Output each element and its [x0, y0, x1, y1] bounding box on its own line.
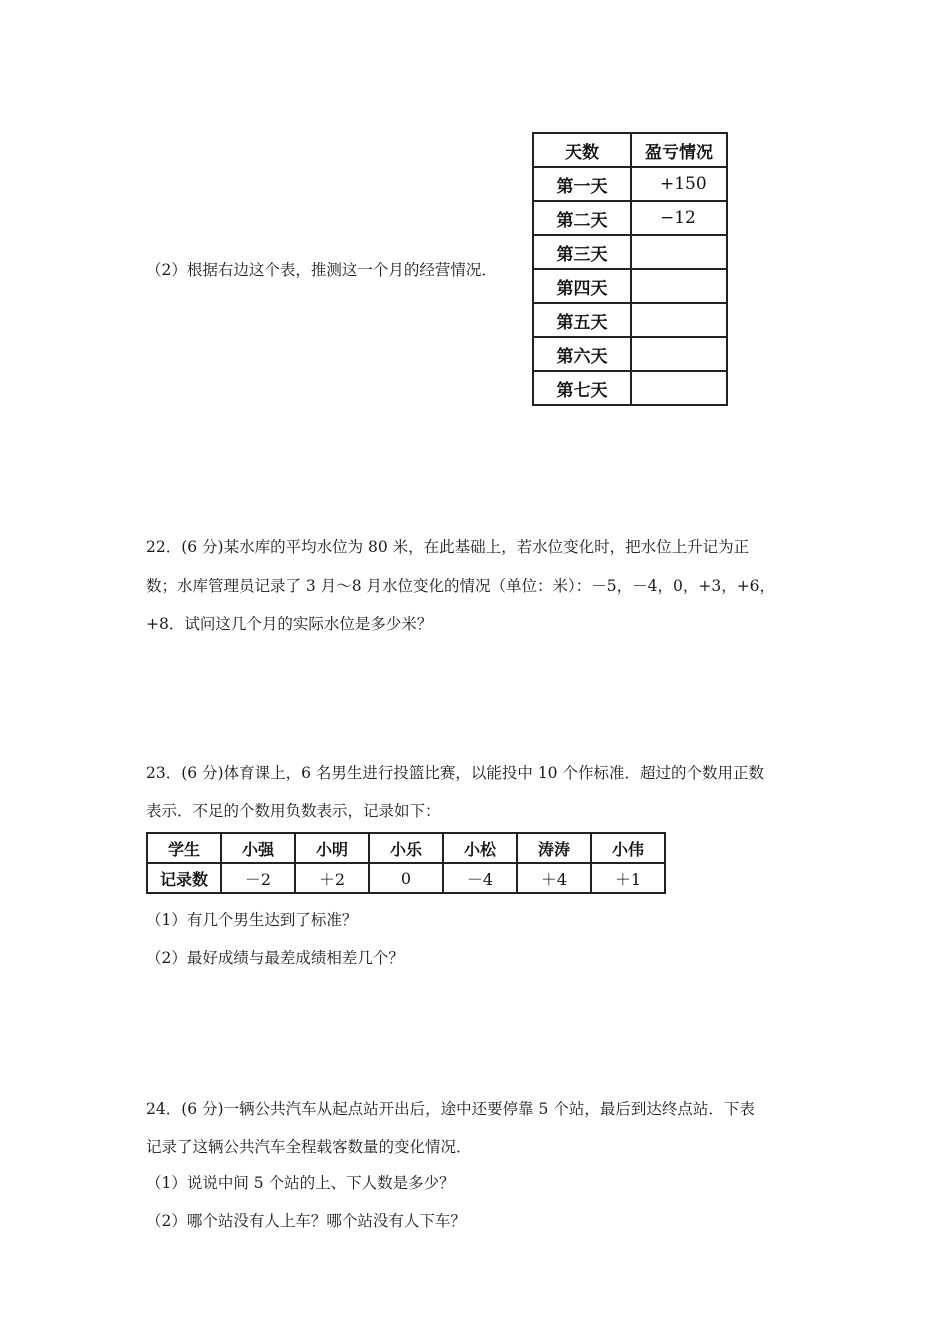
q23-line2: 表示．不足的个数用负数表示，记录如下： — [146, 802, 441, 820]
value-cell: －2 — [221, 863, 295, 893]
table-row — [533, 371, 727, 405]
table-row — [533, 235, 727, 269]
value-cell: 0 — [369, 863, 443, 893]
value-cell: −12 — [631, 201, 727, 235]
header-profit: 盈亏情况 — [631, 133, 727, 167]
table-row — [533, 167, 727, 201]
table-row — [533, 269, 727, 303]
table-row — [533, 337, 727, 371]
day-cell: 第六天 — [533, 337, 631, 371]
table-header-row — [147, 833, 665, 863]
header-cell: 涛涛 — [517, 833, 591, 863]
q23-part2: （2）最好成绩与最差成绩相差几个？ — [146, 949, 404, 967]
value-cell — [631, 235, 727, 269]
row-label-cell: 记录数 — [147, 863, 221, 893]
value-cell — [631, 303, 727, 337]
header-cell: 小松 — [443, 833, 517, 863]
header-cell: 小强 — [221, 833, 295, 863]
table-row — [533, 201, 727, 235]
q24-part1: （1）说说中间 5 个站的上、下人数是多少？ — [146, 1174, 455, 1192]
day-cell: 第七天 — [533, 371, 631, 405]
header-cell: 小伟 — [591, 833, 665, 863]
day-cell: 第一天 — [533, 167, 631, 201]
table-header-row — [533, 133, 727, 167]
q24-line2: 记录了这辆公共汽车全程载客数量的变化情况． — [146, 1138, 472, 1156]
value-cell: －4 — [443, 863, 517, 893]
day-cell: 第四天 — [533, 269, 631, 303]
day-cell: 第三天 — [533, 235, 631, 269]
value-cell: ＋4 — [517, 863, 591, 893]
header-cell: 小乐 — [369, 833, 443, 863]
q22-line2: 数；水库管理员记录了 3 月～8 月水位变化的情况（单位：米）：－5，－4，0，+3，+6， — [146, 577, 776, 595]
header-cell: 小明 — [295, 833, 369, 863]
q22-line3: +8．试问这几个月的实际水位是多少米？ — [146, 615, 433, 633]
q24-part2: （2）哪个站没有人上车？哪个站没有人下车？ — [146, 1212, 466, 1230]
table-row — [533, 303, 727, 337]
value-cell — [631, 337, 727, 371]
q23-part1: （1）有几个男生达到了标准？ — [146, 911, 358, 929]
q24-line1: 24．(6 分)一辆公共汽车从起点站开出后，途中还要停靠 5 个站，最后到达终点站．下表 — [146, 1100, 755, 1118]
table-row — [147, 863, 665, 893]
q21-part2-text: （2）根据右边这个表，推测这一个月的经营情况． — [146, 261, 497, 279]
day-cell: 第五天 — [533, 303, 631, 337]
value-cell — [631, 269, 727, 303]
profit-loss-table — [532, 132, 728, 406]
value-cell — [631, 371, 727, 405]
score-table — [146, 832, 666, 894]
header-days: 天数 — [533, 133, 631, 167]
value-cell: ＋1 — [591, 863, 665, 893]
q23-line1: 23．(6 分)体育课上，6 名男生进行投篮比赛，以能投中 10 个作标准．超过的个数用正数 — [146, 764, 764, 782]
header-cell: 学生 — [147, 833, 221, 863]
q22-line1: 22．(6 分)某水库的平均水位为 80 米，在此基础上，若水位变化时，把水位上升记为正 — [146, 538, 750, 556]
day-cell: 第二天 — [533, 201, 631, 235]
value-cell: ＋2 — [295, 863, 369, 893]
value-cell: +150 — [631, 167, 727, 201]
